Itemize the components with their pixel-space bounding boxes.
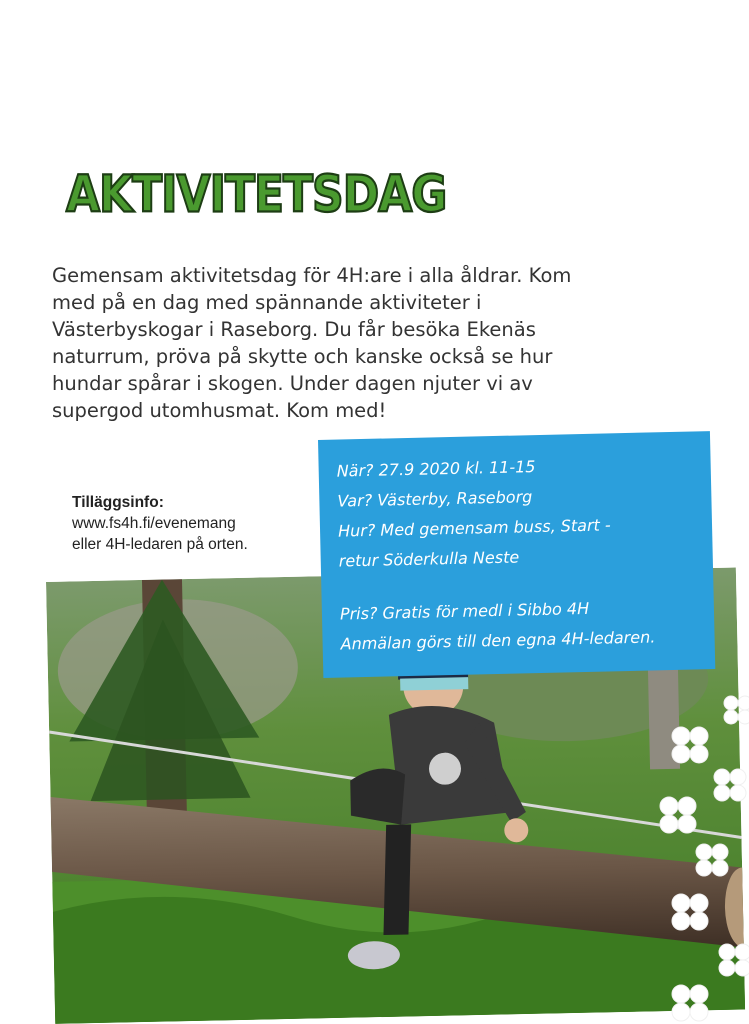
clover-icon [660, 797, 696, 833]
page-title: AKTIVITETSDAG [66, 165, 447, 225]
clover-icon [714, 769, 746, 801]
how-text: Hur? Med gemensam buss, Start - [337, 515, 611, 541]
clover-icon [724, 696, 749, 724]
clover-icon [672, 985, 708, 1021]
clover-icon [696, 844, 728, 876]
clover-icon [719, 944, 749, 976]
clover-icon [672, 727, 708, 763]
when-text: När? 27.9 2020 kl. 11-15 [336, 457, 536, 481]
more-info-label: Tilläggsinfo: [72, 494, 164, 511]
price-text: Pris? Gratis för medl i Sibbo 4H [339, 598, 590, 624]
more-info-alt: eller 4H-ledaren på orten. [72, 536, 248, 553]
intro-line: Gemensam aktivitetsdag för 4H:are i alla åldrar. Kom [52, 264, 572, 287]
intro-line: supergod utomhusmat. Kom med! [52, 399, 387, 422]
where-text: Var? Västerby, Raseborg [337, 487, 533, 511]
intro-line: Västerbyskogar i Raseborg. Du får besöka Ekenäs [52, 318, 536, 341]
intro-line: hundar spårar i skogen. Under dagen njuter vi av [52, 372, 533, 395]
more-info-url[interactable]: www.fs4h.fi/evenemang [72, 515, 236, 532]
signup-text: Anmälan görs till den egna 4H-ledaren. [340, 627, 656, 654]
clover-icon [672, 894, 708, 930]
intro-line: med på en dag med spännande aktiviteter i [52, 291, 482, 314]
intro-line: naturrum, pröva på skytte och kanske också se hur [52, 345, 553, 368]
how-cont-text: retur Söderkulla Neste [338, 547, 520, 571]
